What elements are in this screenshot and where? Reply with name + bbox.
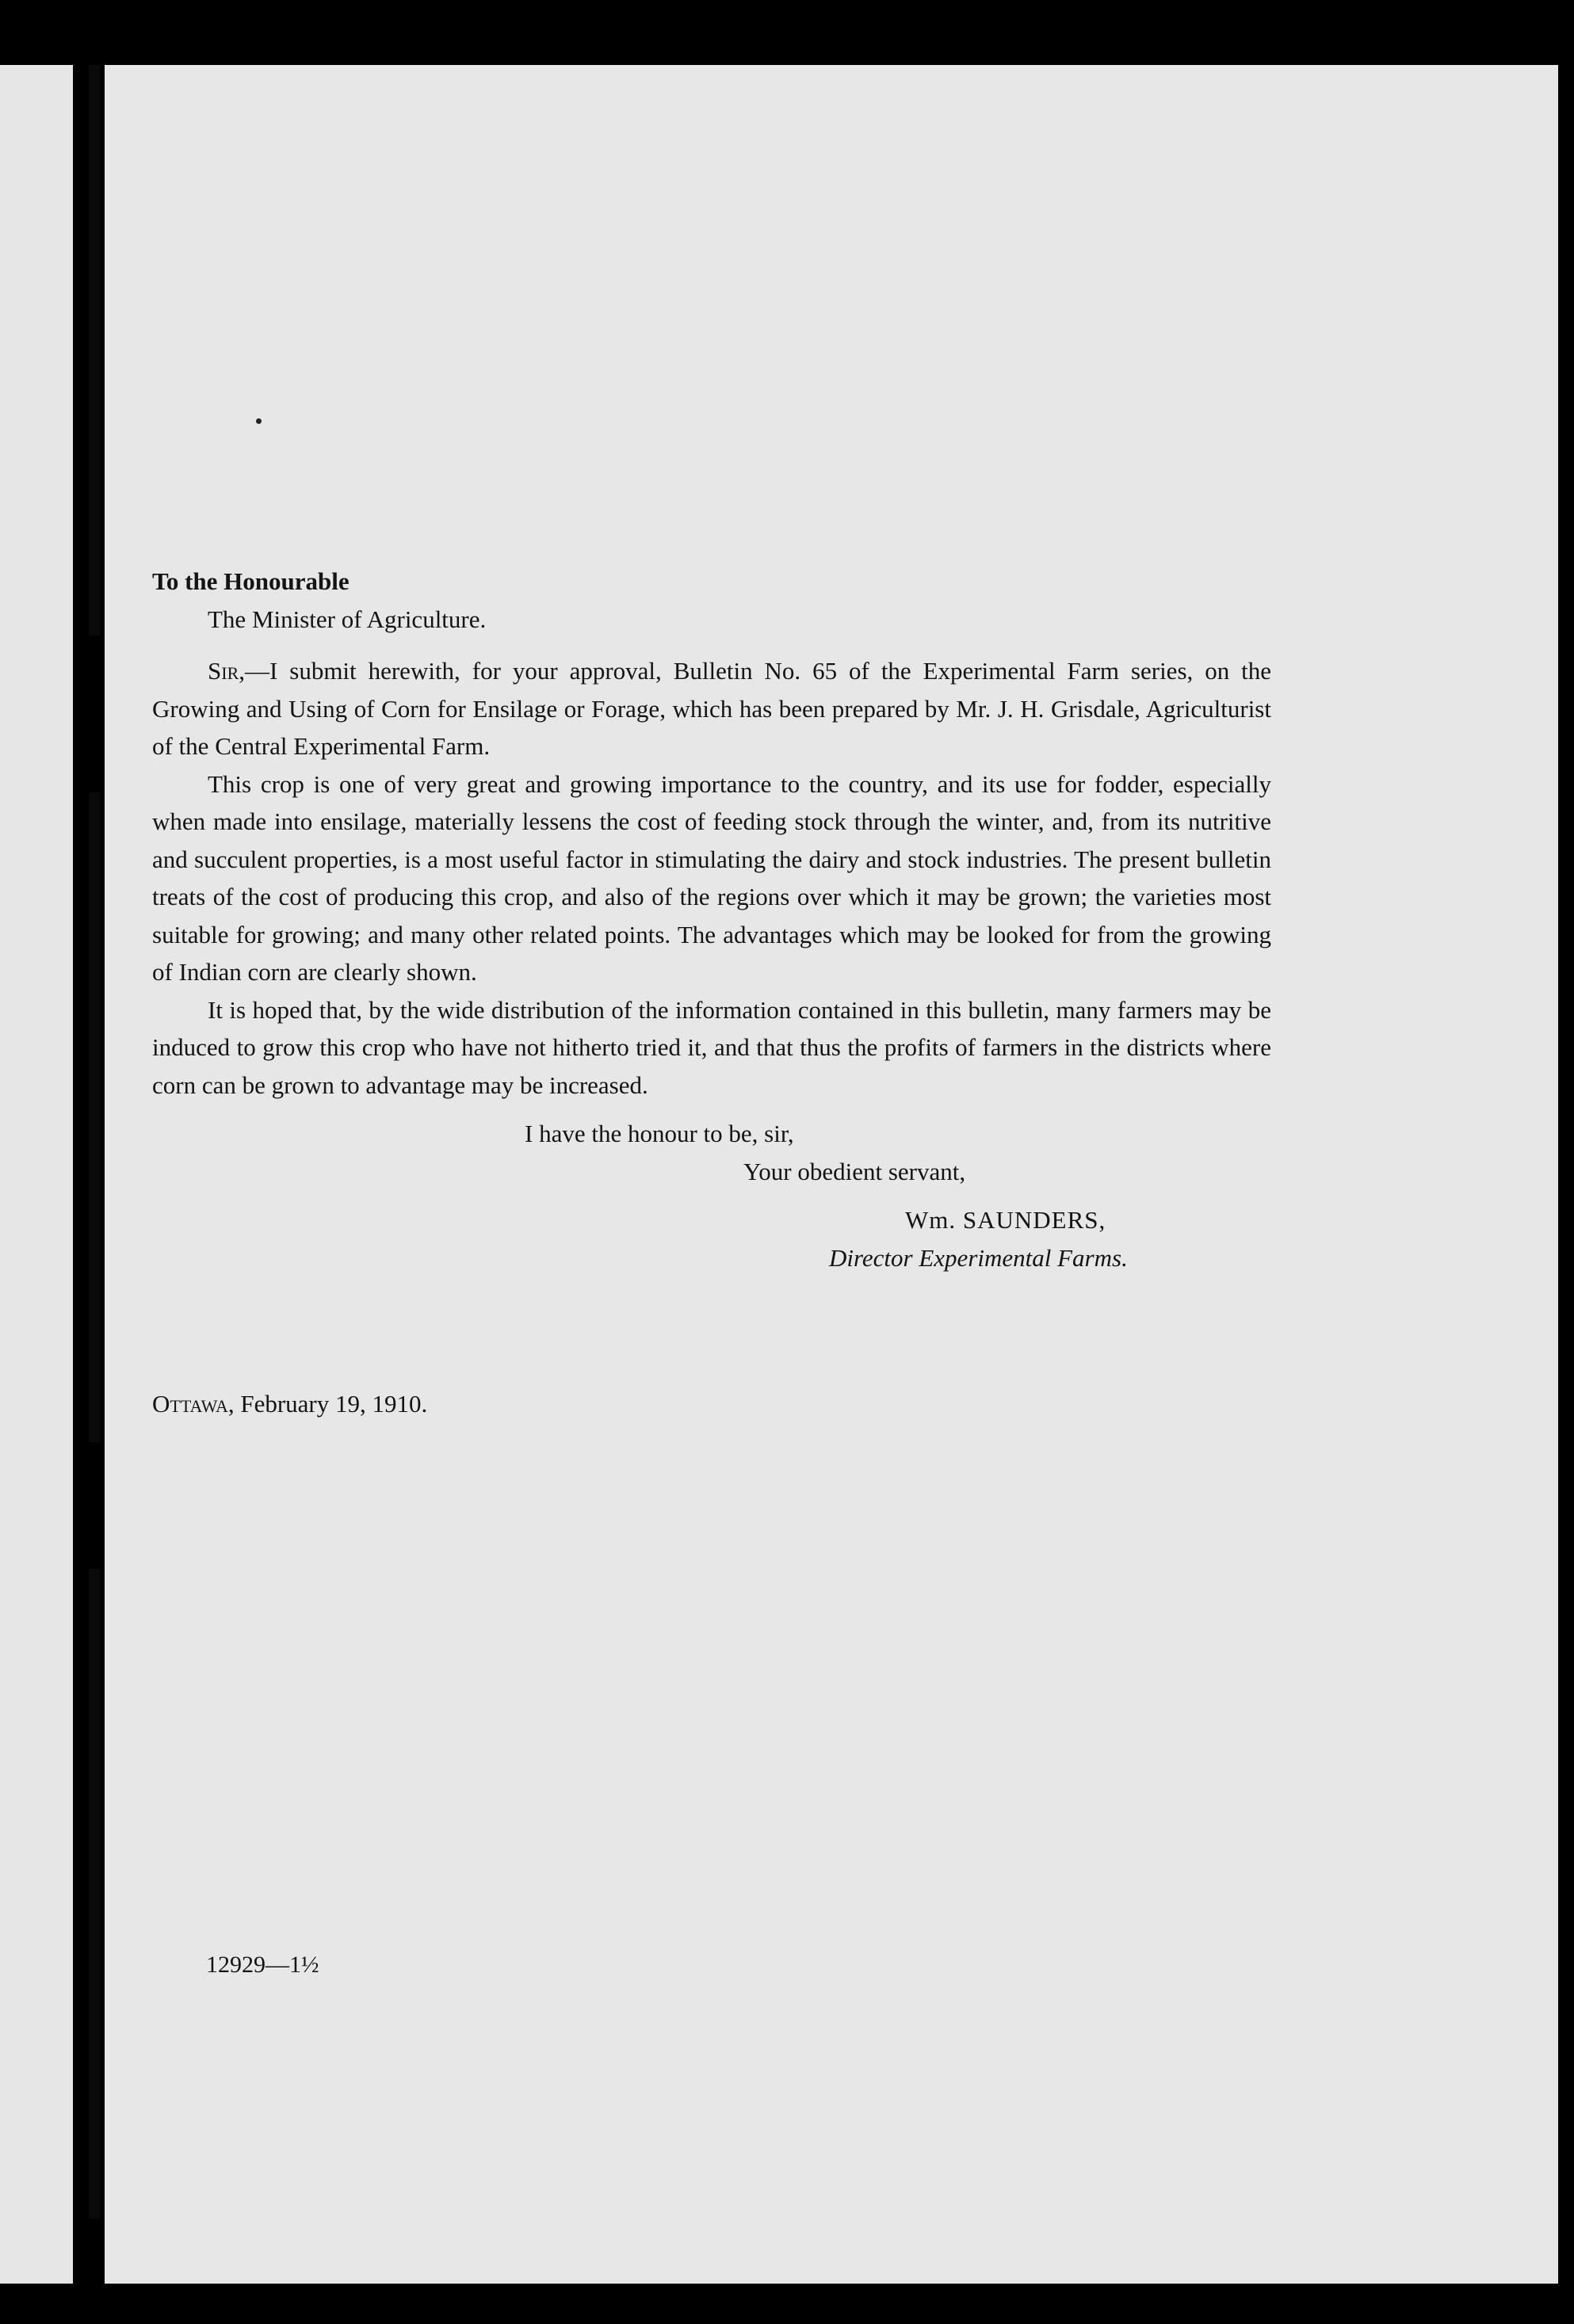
paragraph-1-body: —I submit herewith, for your approval, Bulletin No. 65 of the Experimental Farm series, on the Growing and Using of Corn for Ensilage or Forage, which has been prepared by Mr. J. H. Grisdale, Agriculturist of the Central Experimental Farm. [152, 657, 1271, 760]
binding-shadow [89, 792, 100, 1442]
closing-line-2: Your obedient servant, [743, 1157, 966, 1185]
addressee-line-2: The Minister of Agriculture. [208, 605, 487, 633]
paragraph-2: This crop is one of very great and growing importance to the country, and its use for fodder, especially when made into ensilage, materially lessens the cost of feeding stock through the winter, and, from its nutritive and succulent properties, is a most useful factor in stimulating the dairy and stock industries. The present bulletin treats of the cost of producing this crop, and also of the regions over which it may be grown; the varieties most suitable for growing; and many other related points. The advantages which may be looked for from the growing of Indian corn are clearly shown. [152, 769, 1271, 986]
closing-line-1: I have the honour to be, sir, [525, 1120, 794, 1147]
paragraph-3: It is hoped that, by the wide distribution of the information contained in this bulletin, many farmers may be induced to grow this crop who have not hitherto tried it, and that thus the profits of farmers in the districts where corn can be grown to advantage may be increased. [152, 995, 1271, 1099]
stray-mark [256, 418, 262, 424]
binding-shadow [89, 1569, 100, 2219]
signature-title: Director Experimental Farms. [829, 1243, 1128, 1272]
addressee-line-1: To the Honourable [152, 567, 350, 595]
dateline [152, 1388, 427, 1420]
letter-body [152, 563, 1271, 1276]
binding-shadow [89, 65, 100, 635]
adjacent-page-edge [0, 65, 73, 2284]
printer-signature-mark: 12929—1½ [206, 1952, 319, 1978]
dateline-place: Ottawa [152, 1390, 228, 1418]
paragraph-1 [152, 652, 1271, 765]
signature-name: Wm. SAUNDERS, [905, 1206, 1106, 1234]
dateline-date: , February 19, 1910. [227, 1390, 428, 1418]
salutation: Sir, [208, 657, 245, 685]
